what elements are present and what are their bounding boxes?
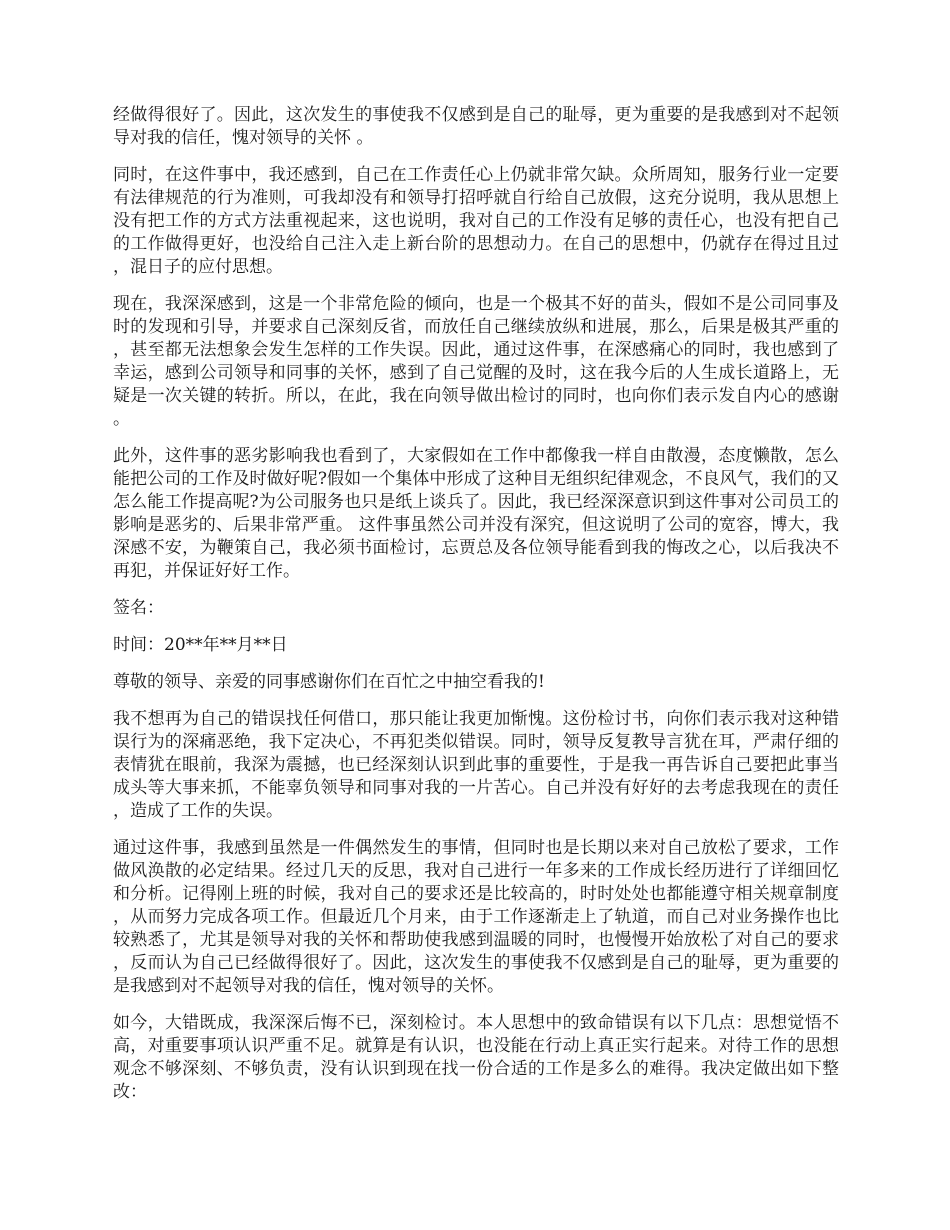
salutation: 尊敬的领导、亲爱的同事感谢你们在百忙之中抽空看我的! — [113, 672, 545, 692]
paragraph-reflection: 通过这件事，我感到虽然是一件偶然发生的事情，但同时也是长期以来对自己放松了要求，工作做风涣散的必定结果。经过几天的反思，我对自己进行一年多来的工作成长经历进行了详细回忆和分析。记得刚上班的时候，我对自己的要求还是比较高的，时时处处也都能遵守相关规章制度，从而努力完成各项工作。但最近几个月来，由于工作逐渐走上了轨道，而自己对业务操作也比较熟悉了，尤其是领导对我的关怀和帮助使我感到温暖的同时，也慢慢开始放松了对自己的要求，反而认为自己已经做得很好了。因此，这次发生的事使我不仅感到是自己的耻辱，更为重要的是我感到对不起领导对我的信任，愧对领导的关怀。 — [113, 838, 839, 996]
paragraph-danger: 现在，我深深感到，这是一个非常危险的倾向，也是一个极其不好的苗头，假如不是公司同事及时的发现和引导，并要求自己深刻反省，而放任自己继续放纵和进展，那么，后果是极其严重的，甚至都无法想象会发生怎样的工作失误。因此，通过这件事，在深感痛心的同时，我也感到了幸运，感到公司领导和同事的关怀，感到了自己觉醒的及时，这在我今后的人生成长道路上，无疑是一次关键的转折。所以，在此，我在向领导做出检讨的同时，也向你们表示发自内心的感谢。 — [113, 294, 839, 429]
paragraph-continuation: 经做得很好了。因此，这次发生的事使我不仅感到是自己的耻辱，更为重要的是我感到对不起领导对我的信任，愧对领导的关怀 。 — [113, 105, 839, 148]
paragraph-impact: 此外，这件事的恶劣影响我也看到了，大家假如在工作中都像我一样自由散漫，态度懒散，怎么能把公司的工作及时做好呢?假如一个集体中形成了这种目无组织纪律观念，不良风气，我们的又怎么能工作提高呢?为公司服务也只是纸上谈兵了。因此，我已经深深意识到这件事对公司员工的影响是恶劣的、后果非常严重。 这件事虽然公司并没有深究，但这说明了公司的宽容，博大，我深感不安，为鞭策自己，我必须书面检讨，忘贾总及各位领导能看到我的悔改之心，以后我决不再犯，并保证好好工作。 — [113, 446, 839, 581]
document-body — [113, 104, 839, 1118]
paragraph-rectification: 如今，大错既成，我深深后悔不已，深刻检讨。本人思想中的致命错误有以下几点：思想觉悟不高，对重要事项认识严重不足。就算是有认识，也没能在行动上真正实行起来。对待工作的思想观念不够深刻、不够负责，没有认识到现在找一份合适的工作是多么的难得。我决定做出如下整改： — [113, 1013, 839, 1102]
date-line: 时间：20**年**月**日 — [113, 635, 288, 655]
signature-line: 签名： — [113, 598, 164, 618]
paragraph-responsibility: 同时，在这件事中，我还感到，自己在工作责任心上仍就非常欠缺。众所周知，服务行业一定要有法律规范的行为准则，可我却没有和领导打招呼就自行给自己放假，这充分说明，我从思想上没有把工作的方式方法重视起来，这也说明，我对自己的工作没有足够的责任心，也没有把自己的工作做得更好，也没给自己注入走上新台阶的思想动力。在自己的思想中，仍就存在得过且过，混日子的应付思想。 — [113, 165, 839, 277]
paragraph-no-excuses: 我不想再为自己的错误找任何借口，那只能让我更加惭愧。这份检讨书，向你们表示我对这种错误行为的深痛恶绝，我下定决心，不再犯类似错误。同时，领导反复教导言犹在耳，严肃仔细的表情犹在眼前，我深为震撼，也已经深刻认识到此事的重要性，于是我一再告诉自己要把此事当成头等大事来抓，不能辜负领导和同事对我的一片苦心。自己并没有好好的去考虑我现在的责任，造成了工作的失误。 — [113, 709, 839, 821]
